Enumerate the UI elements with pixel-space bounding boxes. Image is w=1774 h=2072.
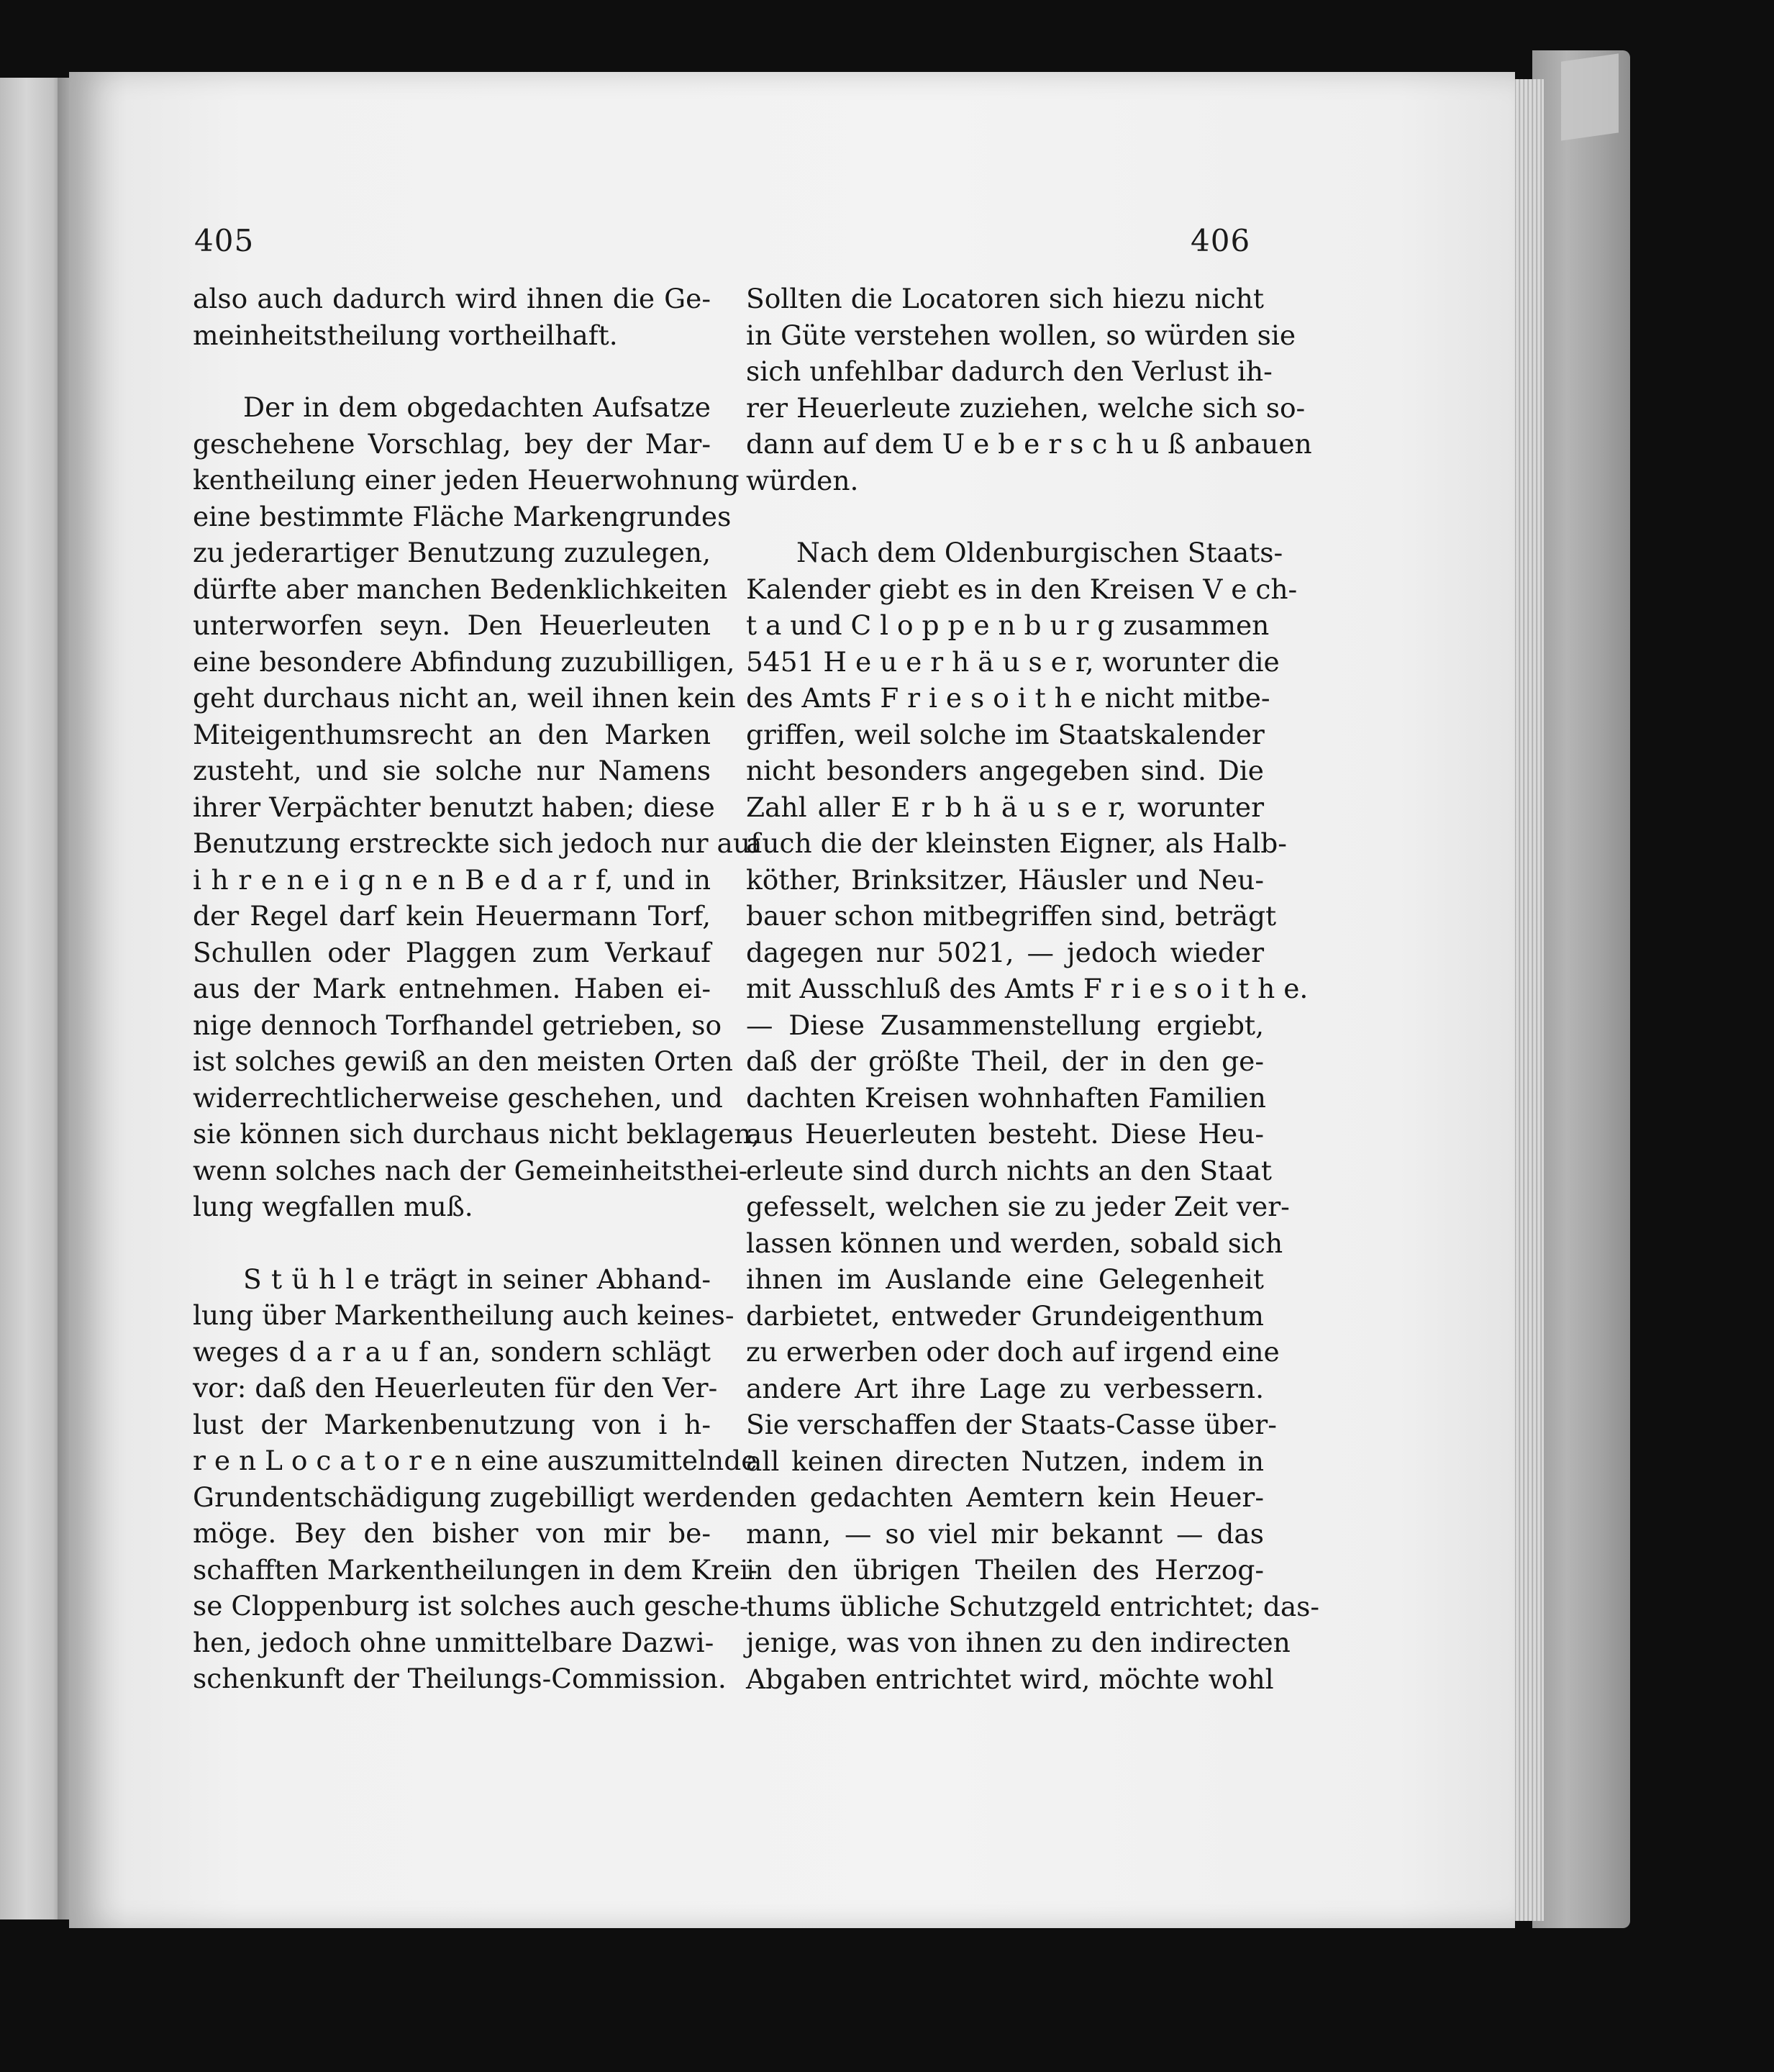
text-line: schafften Markentheilungen in dem Krei-	[193, 1553, 758, 1586]
text-line: Schullen oder Plaggen zum Verkauf	[193, 936, 711, 968]
text-line: ist solches gewiß an den meisten Orten	[193, 1045, 733, 1077]
text-line: dagegen nur 5021, — jedoch wieder	[746, 936, 1264, 968]
text-line: aus Heuerleuten besteht. Diese Heu-	[746, 1118, 1264, 1150]
text-line: mit Ausschluß des Amts F r i e s o i t h e.	[746, 973, 1309, 1004]
text-line: zu jederartiger Benutzung zuzulegen,	[193, 537, 711, 568]
text-line: möge. Bey den bisher von mir be-	[193, 1517, 711, 1549]
cover-corner-damage	[1561, 53, 1619, 140]
text-line: bauer schon mitbegriffen sind, beträgt	[746, 900, 1277, 932]
text-line: auch die der kleinsten Eigner, als Halb-	[746, 827, 1287, 859]
text-line: mann, — so viel mir bekannt — das	[746, 1517, 1264, 1550]
text-column-right	[746, 281, 1320, 1697]
text-line: — Diese Zusammenstellung ergiebt,	[746, 1009, 1264, 1041]
text-line: also auch dadurch wird ihnen die Ge-	[193, 283, 711, 314]
text-line: Sollten die Locatoren sich hiezu nicht	[746, 283, 1264, 314]
text-line: Zahl aller E r b h ä u s e r, worunter	[746, 791, 1264, 823]
book-cover-board	[1532, 50, 1630, 1928]
text-line: geht durchaus nicht an, weil ihnen kein	[193, 682, 736, 714]
text-line: lung wegfallen muß.	[193, 1191, 473, 1222]
text-line: zusteht, und sie solche nur Namens	[193, 755, 711, 786]
text-line: schenkunft der Theilungs-Commission.	[193, 1663, 727, 1694]
text-line: andere Art ihre Lage zu verbessern.	[746, 1372, 1264, 1404]
page-number-left: 405	[194, 223, 255, 258]
text-line: ihrer Verpächter benutzt haben; diese	[193, 791, 715, 823]
text-line: Kalender giebt es in den Kreisen V e ch-	[746, 573, 1298, 605]
text-line: thums übliche Schutzgeld entrichtet; das-	[746, 1590, 1320, 1622]
previous-page-edge	[0, 78, 66, 1919]
text-line: 5451 H e u e r h ä u s e r, worunter die	[746, 645, 1280, 678]
text-line: Grundentschädigung zugebilligt werden	[193, 1481, 746, 1513]
text-line: unterworfen seyn. Den Heuerleuten	[193, 609, 711, 641]
text-line: sich unfehlbar dadurch den Verlust ih-	[746, 355, 1273, 387]
text-line: Miteigenthumsrecht an den Marken	[193, 718, 711, 750]
text-line: Abgaben entrichtet wird, möchte wohl	[746, 1663, 1274, 1695]
text-line: hen, jedoch ohne unmittelbare Dazwi-	[193, 1626, 714, 1658]
text-line: geschehene Vorschlag, bey der Mar-	[193, 427, 711, 460]
text-line: griffen, weil solche im Staatskalender	[746, 718, 1265, 750]
text-line: vor: daß den Heuerleuten für den Ver-	[193, 1372, 718, 1404]
text-line: Sie verschaffen der Staats-Casse über-	[746, 1409, 1277, 1440]
text-line: in den übrigen Theilen des Herzog-	[746, 1554, 1264, 1586]
text-line: Der in dem obgedachten Aufsatze	[243, 391, 711, 423]
text-line: in Güte verstehen wollen, so würden sie	[746, 319, 1296, 351]
text-line: Benutzung erstreckte sich jedoch nur auf	[193, 827, 760, 859]
text-line: des Amts F r i e s o i t h e nicht mitbe-	[746, 682, 1270, 714]
text-line: wenn solches nach der Gemeinheitsthei-	[193, 1154, 748, 1186]
text-line: t a und C l o p p e n b u r g zusammen	[746, 609, 1270, 641]
text-line: würden.	[746, 464, 859, 496]
text-line: rer Heuerleute zuziehen, welche sich so-	[746, 391, 1306, 424]
paragraph-gap	[193, 1225, 711, 1261]
text-line: darbietet, entweder Grundeigenthum	[746, 1299, 1264, 1332]
text-line: meinheitstheilung vortheilhaft.	[193, 319, 618, 351]
page-number-right: 406	[1191, 223, 1251, 258]
text-line: S t ü h l e trägt in seiner Abhand-	[243, 1263, 711, 1295]
text-line: lust der Markenbenutzung von i h-	[193, 1408, 711, 1440]
text-column-left	[193, 281, 760, 1697]
text-line: lassen können und werden, sobald sich	[746, 1227, 1283, 1259]
text-line: jenige, was von ihnen zu den indirecten	[746, 1627, 1291, 1658]
text-line: nige dennoch Torfhandel getrieben, so	[193, 1009, 722, 1041]
text-line: köther, Brinksitzer, Häusler und Neu-	[746, 863, 1264, 896]
text-line: weges d a r a u f an, sondern schlägt	[193, 1335, 711, 1368]
text-line: all keinen directen Nutzen, indem in	[746, 1445, 1264, 1477]
text-line: aus der Mark entnehmen. Haben ei-	[193, 973, 711, 1004]
text-line: gefesselt, welchen sie zu jeder Zeit ver-	[746, 1191, 1290, 1222]
text-line: Nach dem Oldenburgischen Staats-	[796, 537, 1283, 568]
text-line: lung über Markentheilung auch keines-	[193, 1299, 734, 1331]
text-line: sie können sich durchaus nicht beklagen,	[193, 1118, 760, 1150]
text-line: zu erwerben oder doch auf irgend eine	[746, 1336, 1280, 1368]
text-line: eine bestimmte Fläche Markengrundes	[193, 500, 732, 532]
text-line: erleute sind durch nichts an den Staat	[746, 1154, 1272, 1186]
text-line: r e n L o c a t o r e n eine auszumittelnde	[193, 1445, 758, 1476]
text-line: dürfte aber manchen Bedenklichkeiten	[193, 573, 728, 605]
text-line: daß der größte Theil, der in den ge-	[746, 1045, 1264, 1077]
text-line: ihnen im Auslande eine Gelegenheit	[746, 1263, 1264, 1295]
text-line: nicht besonders angegeben sind. Die	[746, 755, 1264, 786]
text-line: dachten Kreisen wohnhaften Familien	[746, 1081, 1266, 1114]
text-line: dann auf dem U e b e r s c h u ß anbauen	[746, 428, 1312, 460]
text-line: den gedachten Aemtern kein Heuer-	[746, 1481, 1264, 1513]
text-line: i h r e n e i g n e n B e d a r f, und in	[193, 863, 711, 896]
paragraph-gap	[746, 499, 1264, 535]
text-line: der Regel darf kein Heuermann Torf,	[193, 900, 711, 932]
text-line: widerrechtlicherweise geschehen, und	[193, 1081, 723, 1114]
text-line: kentheilung einer jeden Heuerwohnung	[193, 464, 740, 496]
text-line: eine besondere Abfindung zuzubilligen,	[193, 645, 735, 678]
text-line: se Cloppenburg ist solches auch gesche-	[193, 1590, 749, 1622]
paragraph-gap	[193, 353, 711, 389]
